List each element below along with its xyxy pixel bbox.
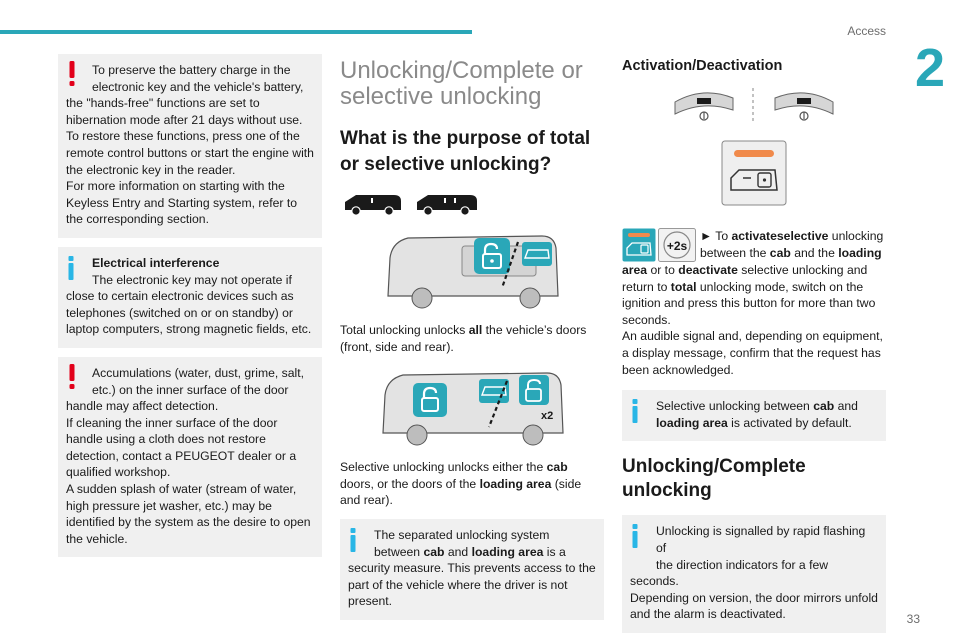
text-fragment: Selective unlocking between (656, 399, 814, 414)
info-text: Depending on version, the door mirrors unfold and the alarm is deactivated. (630, 590, 878, 622)
press-two-seconds-icon (658, 228, 696, 262)
warning-text-line: Accumulations (water, dust, grime, salt, (92, 365, 305, 380)
text-bold: all (468, 323, 483, 337)
text-bold: loading area (656, 415, 728, 430)
text-fragment: is activated by default. (727, 415, 852, 430)
text-fragment: doors, or the doors of the (340, 476, 480, 491)
warning-text-line: electronic key and the vehicle's battery, (92, 79, 304, 94)
text-bold: cab (769, 245, 791, 260)
selective-unlock-button-small-icon (622, 228, 656, 262)
info-box-separated-unlocking (340, 519, 604, 620)
chapter-number: 2 (914, 38, 946, 98)
text-bold: loading (838, 245, 882, 260)
activation-instruction (622, 228, 886, 262)
text-fragment: the vehicle’s doors (front, side and rear). (340, 323, 587, 354)
text-fragment: or to (647, 263, 679, 277)
text-fragment: unlocking mode, switch on the ignition and press this button for more than two seconds. (622, 279, 876, 327)
van-total-unlock-illustration (382, 228, 562, 310)
info-text-line: The electronic key may not operate if (92, 272, 292, 287)
van-selective-unlock-illustration (377, 365, 567, 447)
text-bold: area (622, 263, 648, 277)
activation-line (700, 245, 883, 262)
column-left (58, 54, 322, 566)
warning-exclamation-icon (67, 364, 77, 390)
text-fragment: Total unlocking unlocks (340, 323, 469, 337)
page-number: 33 (906, 612, 920, 626)
van-silhouettes (342, 192, 604, 216)
warning-text: For more information on starting with the Keyless Entry and Starting system, refer to the corresponding section. (66, 179, 297, 227)
warning-text: A sudden splash of water (stream of water, high pressure jet washer, etc.) may be identified by the system as the desire to open the vehicle. (66, 482, 311, 546)
column-middle (340, 54, 604, 629)
info-icon (67, 256, 75, 280)
warning-text-line: To preserve the battery charge in the (92, 63, 291, 77)
info-box-default-selective (622, 390, 886, 441)
heading-purpose: What is the purpose of total or selective unlocking? (340, 128, 591, 175)
text-fragment: selective unlocking and return to (622, 263, 868, 294)
text-bold: activateselective (731, 229, 829, 243)
steering-wheel-lhd-rhd-illustration (669, 86, 839, 126)
warning-text: If cleaning the inner surface of the door handle using a cloth does not restore detection, contact a PEUGEOT dealer or a qualified workshop. (66, 415, 297, 480)
text-fragment: and (444, 544, 472, 559)
warning-box-battery (58, 54, 322, 238)
warning-box-accumulations (58, 357, 322, 558)
activation-text (622, 262, 886, 328)
info-text-line (630, 398, 878, 415)
warning-text: handle may affect detection. (66, 399, 219, 414)
column-right (622, 54, 886, 640)
info-text-line: the direction indicators for a few (656, 557, 829, 572)
info-text: seconds. (630, 574, 679, 589)
text-fragment: between (374, 544, 424, 559)
info-icon (631, 524, 639, 548)
hold-duration-label: +2s (666, 239, 688, 253)
text-fragment: and (834, 399, 858, 414)
heading-unlocking-complete-selective: Unlocking/Complete or selective unlocking (340, 57, 583, 110)
selective-unlocking-description (340, 459, 604, 509)
text-bold: cab (813, 399, 835, 414)
info-text-line (348, 544, 596, 561)
info-box-interference (58, 247, 322, 348)
activation-text-head (696, 228, 883, 262)
warning-text-line: etc.) on the inner surface of the door (92, 382, 289, 397)
text-fragment: and the (790, 245, 839, 260)
selective-unlock-button-illustration (721, 140, 787, 206)
text-fragment: Selective unlocking unlocks either the (340, 460, 547, 475)
text-bold: loading area (479, 476, 552, 491)
text-fragment: (side and rear). (340, 476, 582, 508)
info-title: Electrical interference (92, 255, 220, 270)
text-bold: cab (423, 544, 445, 559)
text-fragment: is a (543, 544, 566, 559)
van-silhouette-icon (342, 192, 404, 216)
header-accent-bar (0, 30, 472, 34)
total-unlocking-description (340, 322, 604, 355)
heading-activation-deactivation: Activation/Deactivation (622, 58, 783, 74)
text-fragment: between the (700, 245, 770, 260)
info-icon (631, 399, 639, 423)
text-bold: cab (546, 460, 568, 475)
info-text-line: The separated unlocking system (374, 527, 550, 542)
info-text: close to certain electronic devices such as telephones (switched on or on standby) or laptop computers, strong magnetic fields, etc. (66, 289, 312, 337)
press-twice-label: x2 (541, 410, 554, 423)
text-fragment: unlocking (828, 229, 884, 243)
warning-exclamation-icon (67, 61, 77, 87)
info-icon (349, 528, 357, 552)
info-text-line (630, 415, 878, 432)
activation-line (700, 228, 883, 245)
info-text: security measure. This prevents access to the part of the vehicle where the driver is not present. (348, 561, 596, 609)
text-bold: deactivate (678, 263, 738, 277)
text-bold: loading area (471, 544, 544, 559)
confirmation-text: An audible signal and, depending on equipment, a display message, confirm that the request has been acknowledged. (622, 329, 883, 377)
heading-complete-unlocking: Unlocking/Complete unlocking (622, 456, 806, 502)
section-title: Access (847, 24, 886, 38)
info-box-unlocking-signal (622, 515, 886, 633)
text-fragment: ► To (700, 229, 732, 243)
text-bold: total (670, 279, 697, 294)
info-text-line: Unlocking is signalled by rapid flashing of (656, 524, 866, 555)
van-silhouette-long-icon (414, 192, 480, 216)
warning-text: the "hands-free" functions are set to hibernation mode after 21 days without use. To restore these functions, press one of the remote control buttons or start the engine with the electronic key in the reader. (66, 96, 314, 177)
